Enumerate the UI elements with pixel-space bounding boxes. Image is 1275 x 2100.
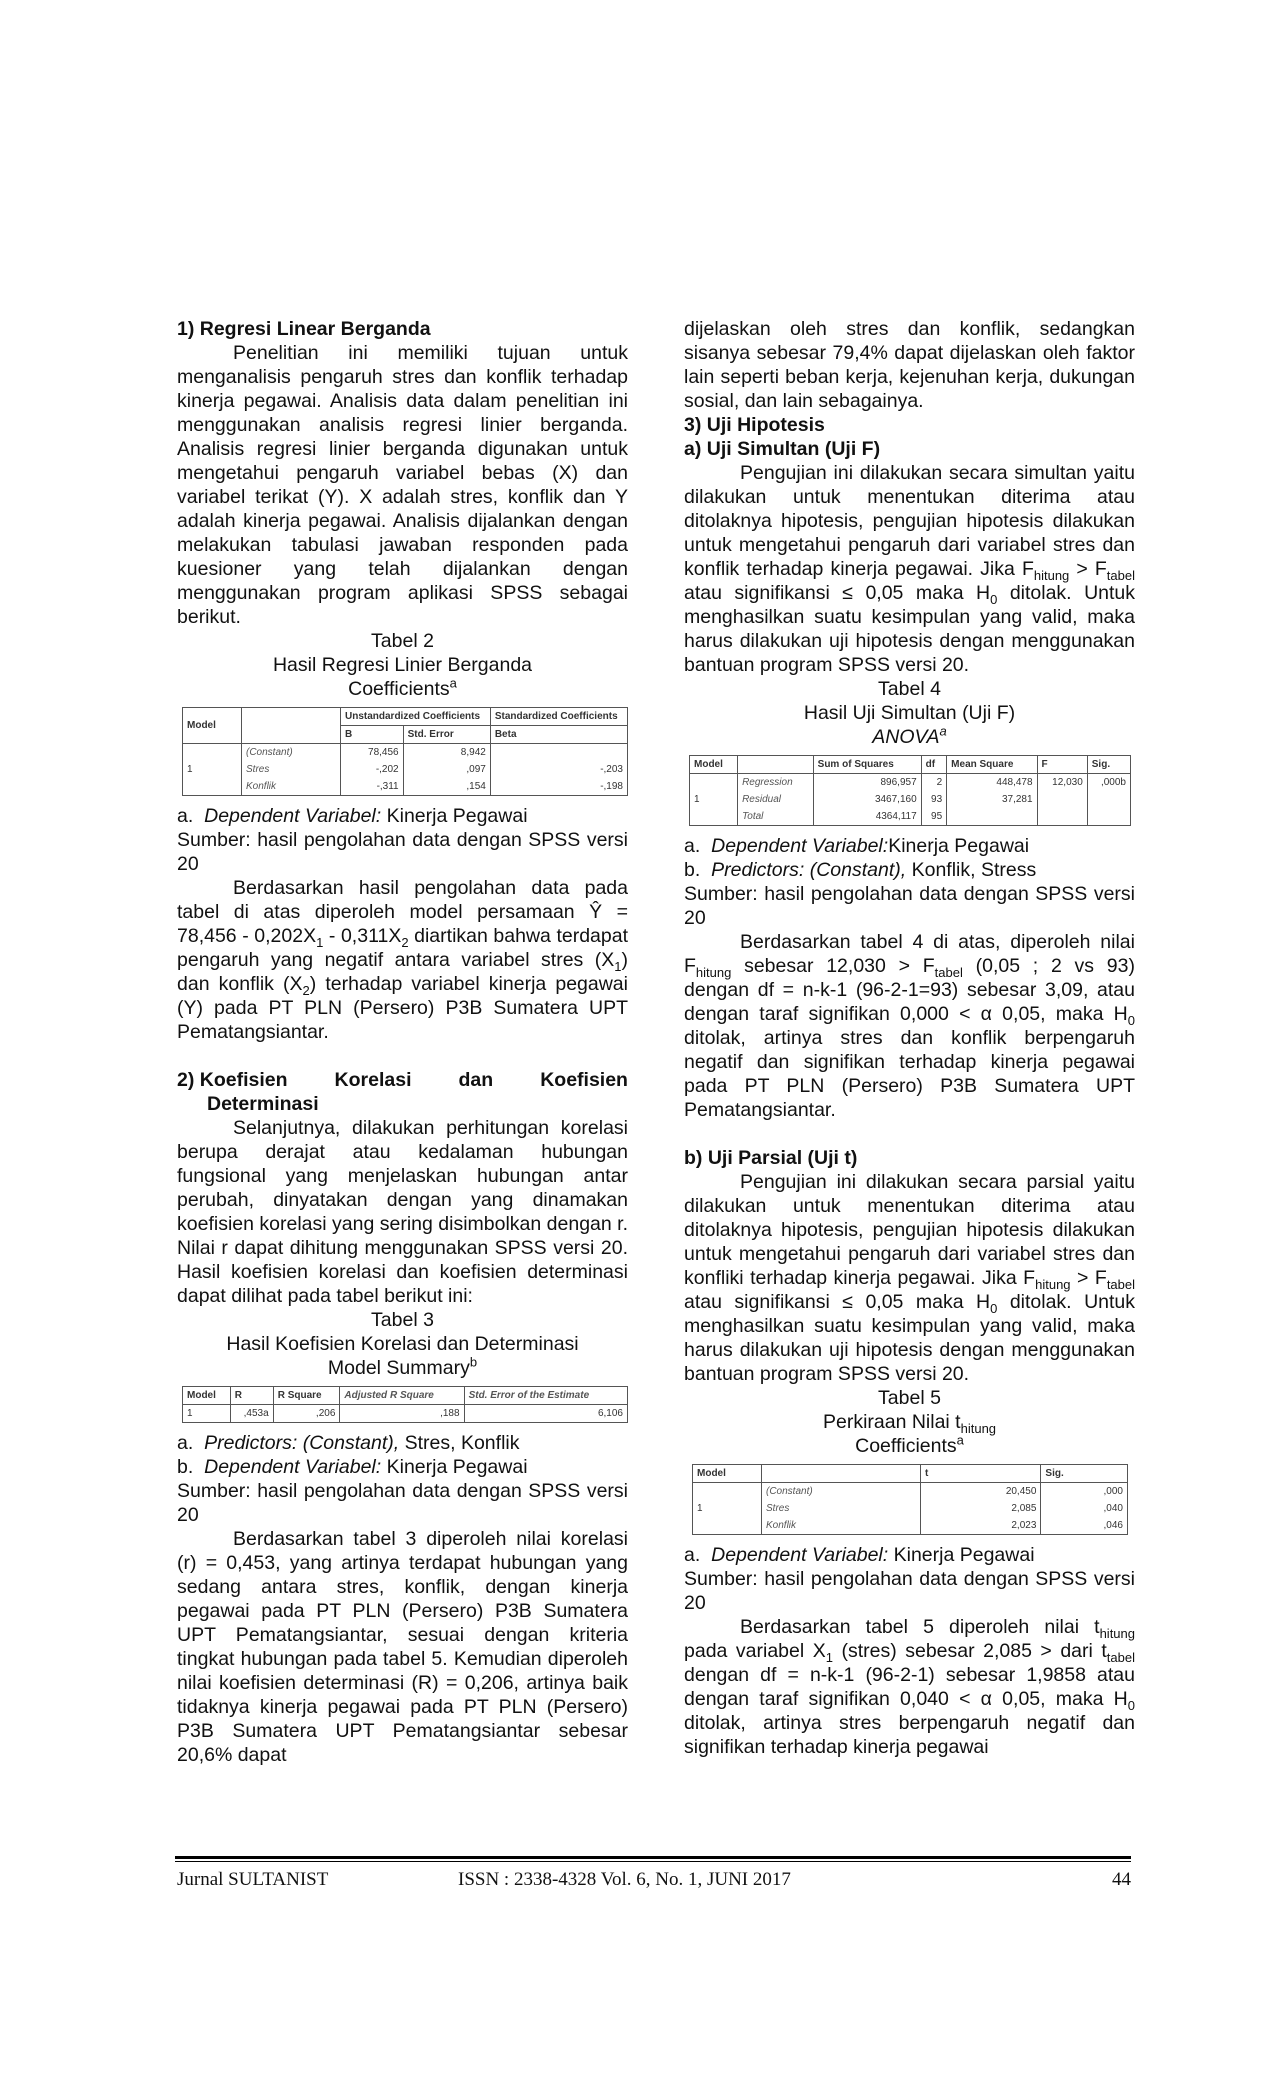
coefficients-table-5 <box>692 1464 1128 1535</box>
section-heading-regresi: 1) Regresi Linear Berganda <box>177 318 431 340</box>
table-subtitle: Model Summary$^b$ <box>327 1354 478 1379</box>
table-row: Konflik 2,023 ,046 <box>693 1517 1128 1535</box>
table-header-cell: Sum of Squares <box>813 756 921 774</box>
table-header-cell: df <box>921 756 947 774</box>
table-row: (Constant) 78,456 8,942 <box>183 744 628 762</box>
table-row: Total 4364,117 95 <box>690 808 1131 826</box>
table-note: b. Predictors: (Constant), Konflik, Stress <box>684 859 1037 881</box>
table-note: a. Predictors: (Constant), Stres, Konflik <box>177 1432 520 1454</box>
table-note: a. Dependent Variabel: Kinerja Pegawai <box>177 805 528 827</box>
table-header-cell: Adjusted R Square <box>340 1387 464 1405</box>
table-header-cell: Sig. <box>1041 1465 1128 1483</box>
table-header-cell: t <box>921 1465 1041 1483</box>
table-row: (Constant) 20,450 ,000 <box>693 1483 1128 1501</box>
table-label: Tabel 2 <box>371 630 434 652</box>
table-note: a. Dependent Variabel: Kinerja Pegawai <box>684 1544 1035 1566</box>
paragraph: Selanjutnya, dilakukan perhitungan korelasi berupa derajat atau kedalaman hubungan fungsional yang menjelaskan hubungan antar perubah, dinyatakan dengan yang dinamakan koefisien korelasi yang sering disimbolkan dengan r. Nilai r dapat dihitung menggunakan SPSS versi 20. Hasil koefisien korelasi dan koefisien determinasi dapat dilihat pada tabel berikut ini: <box>177 1117 628 1307</box>
section-heading-koefisien: 2) Koefisien Korelasi dan Koefisien <box>177 1069 628 1091</box>
table-header-cell: Model <box>183 1387 231 1405</box>
table-source: Sumber: hasil pengolahan data dengan SPSS versi 20 <box>684 883 1135 929</box>
table-note: b. Dependent Variabel: Kinerja Pegawai <box>177 1456 528 1478</box>
paragraph: Berdasarkan tabel 5 diperoleh nilai $t_{hitung}$ pada variabel $X_1$ (stres) sebesar 2,085 > dari $t_{tabel}$ dengan df = n-k-1 (96-2-1) sebesar 1,9858 atau dengan taraf signifikan 0,040 < α 0,05, maka $H_0$ ditolak, artinya stres berpengaruh negatif dan signifikan terhadap kinerja pegawai <box>684 1616 1135 1758</box>
table-label: Tabel 4 <box>878 678 941 700</box>
footer-rule-thin <box>175 1861 1131 1862</box>
footer-rule <box>175 1856 1131 1859</box>
table-header-cell: Std. Error of the Estimate <box>464 1387 627 1405</box>
table-label: Tabel 3 <box>371 1309 434 1331</box>
issn-info: ISSN : 2338-4328 Vol. 6, No. 1, JUNI 2017 <box>458 1869 791 1890</box>
section-heading-uji-simultan: a) Uji Simultan (Uji F) <box>684 438 881 460</box>
paragraph: Berdasarkan tabel 3 diperoleh nilai korelasi (r) = 0,453, yang artinya terdapat hubungan yang sedang antara stres, konflik, dengan kinerja pegawai pada PT PLN (Persero) P3B Sumatera UPT Pematangsiantar, sesuai dengan kriteria tingkat hubungan pada tabel 5. Kemudian diperoleh nilai koefisien determinasi (R) = 0,206, artinya baik tidaknya kinerja pegawai pada PT PLN (Persero) P3B Sumatera UPT Pematangsiantar sebesar 20,6% dapat <box>177 1528 628 1766</box>
table-header-cell: Std. Error <box>403 726 490 744</box>
table-label: Tabel 5 <box>878 1387 941 1409</box>
table-header-cell: Sig. <box>1087 756 1130 774</box>
table-row: 1 Residual 3467,160 93 37,281 <box>690 791 1131 808</box>
table-title: Perkiraan Nilai $t_{hitung}$ <box>822 1411 997 1436</box>
paragraph: Penelitian ini memiliki tujuan untuk menganalisis pengaruh stres dan konflik terhadap kinerja pegawai. Analisis data dalam penelitian ini menggunakan analisis regresi linier berganda. Analisis regresi linier berganda digunakan untuk mengetahui pengaruh variabel bebas (X) dan variabel terikat (Y). X adalah stres, konflik dan Y adalah kinerja pegawai. Analisis dijalankan dengan melakukan tabulasi jawaban responden pada kuesioner yang telah dijalankan dengan menggunakan program aplikasi SPSS sebagai berikut. <box>177 342 628 628</box>
table-subtitle: Coefficients$^a$ <box>855 1432 964 1457</box>
journal-name: Jurnal SULTANIST <box>177 1869 329 1890</box>
table-header-cell <box>242 708 341 744</box>
table-header-cell: Model <box>693 1465 762 1483</box>
table-note: a. Dependent Variabel:Kinerja Pegawai <box>684 835 1030 857</box>
table-title: Hasil Regresi Linier Berganda <box>272 654 533 676</box>
section-heading-hipotesis: 3) Uji Hipotesis <box>684 414 825 436</box>
table-title: Hasil Uji Simultan (Uji F) <box>803 702 1016 724</box>
table-row: 1 Stres 2,085 ,040 <box>693 1500 1128 1517</box>
page-number: 44 <box>1112 1869 1131 1890</box>
paragraph: Pengujian ini dilakukan secara simultan yaitu dilakukan untuk menentukan diterima atau ditolaknya hipotesis, pengujian hipotesis dilakukan untuk mengetahui pengaruh dari variabel stres dan konflik terhadap kinerja pegawai. Jika $F_{hitung} > F_{tabel}$ atau signifikansi ≤ 0,05 maka $H_0$ ditolak. Untuk menghasilkan suatu kesimpulan yang valid, maka harus dilakukan uji hipotesis dengan menggunakan bantuan program SPSS versi 20. <box>684 462 1136 676</box>
table-source: Sumber: hasil pengolahan data dengan SPSS versi 20 <box>177 1480 628 1526</box>
table-header-cell: B <box>341 726 404 744</box>
table-header-cell <box>738 756 814 774</box>
model-summary-table-3 <box>182 1386 628 1423</box>
table-subtitle: Coefficients$^a$ <box>348 675 457 700</box>
table-header-cell: Standardized Coefficients <box>490 708 627 726</box>
table-header-cell <box>762 1465 921 1483</box>
table-source: Sumber: hasil pengolahan data dengan SPSS versi 20 <box>684 1568 1135 1614</box>
table-header-cell: Unstandardized Coefficients <box>341 708 491 726</box>
table-header-cell: Mean Square <box>947 756 1037 774</box>
left-column <box>177 317 628 1767</box>
table-row: Regression 896,957 2 448,478 12,030 ,000b <box>690 774 1131 792</box>
table-header-cell: Beta <box>490 726 627 744</box>
section-heading-koefisien-cont: Determinasi <box>207 1093 319 1115</box>
anova-table-4 <box>689 755 1131 826</box>
table-header-cell: R Square <box>273 1387 340 1405</box>
table-row: 1 Stres -,202 ,097 -,203 <box>183 761 628 778</box>
paragraph: dijelaskan oleh stres dan konflik, sedangkan sisanya sebesar 79,4% dapat dijelaskan oleh faktor lain seperti beban kerja, kejenuhan kerja, dukungan sosial, dan lain sebagainya. <box>684 318 1135 412</box>
coefficients-table-2 <box>182 707 628 796</box>
section-heading-uji-parsial: b) Uji Parsial (Uji t) <box>684 1147 858 1169</box>
table-header-cell: F <box>1037 756 1087 774</box>
right-column <box>684 317 1135 1759</box>
table-row: 1 ,453a ,206 ,188 6,106 <box>183 1405 628 1423</box>
table-subtitle: ANOVA$^a$ <box>872 723 947 748</box>
paragraph: Berdasarkan tabel 4 di atas, diperoleh nilai $F_{hitung}$ sebesar $12,030 > F_{tabel}$ (0,05 ; 2 vs 93) dengan df = n-k-1 (96-2-1=93) sebesar 3,09, atau dengan taraf signifikan 0,000 < α 0,05, maka $H_0$ ditolak, artinya stres dan konflik berpengaruh negatif dan signifikan terhadap kinerja pegawai pada PT PLN (Persero) P3B Sumatera UPT Pematangsiantar. <box>684 931 1135 1121</box>
table-header-cell: Model <box>183 708 242 744</box>
table-header-cell: R <box>230 1387 273 1405</box>
paragraph: Berdasarkan hasil pengolahan data pada tabel di atas diperoleh model persamaan Ŷ = $78,456 - 0,202X_1 - 0,311X_2$ diartikan bahwa terdapat pengaruh yang negatif antara variabel stres $(X_1)$ dan konflik $(X_2)$ terhadap variabel kinerja pegawai (Y) pada PT PLN (Persero) P3B Sumatera UPT Pematangsiantar. <box>177 877 628 1043</box>
table-header-cell: Model <box>690 756 738 774</box>
table-source: Sumber: hasil pengolahan data dengan SPSS versi 20 <box>177 829 628 875</box>
table-title: Hasil Koefisien Korelasi dan Determinasi <box>226 1333 579 1355</box>
table-row: Konflik -,311 ,154 -,198 <box>183 778 628 796</box>
paragraph: Pengujian ini dilakukan secara parsial yaitu dilakukan untuk menentukan diterima atau ditolaknya hipotesis, pengujian hipotesis dilakukan untuk mengetahui pengaruh dari variabel stres dan konfliki terhadap kinerja pegawai. Jika $F_{hitung} > F_{tabel}$ atau signifikansi ≤ 0,05 maka $H_0$ ditolak. Untuk menghasilkan suatu kesimpulan yang valid, maka harus dilakukan uji hipotesis dengan menggunakan bantuan program SPSS versi 20. <box>684 1171 1136 1385</box>
